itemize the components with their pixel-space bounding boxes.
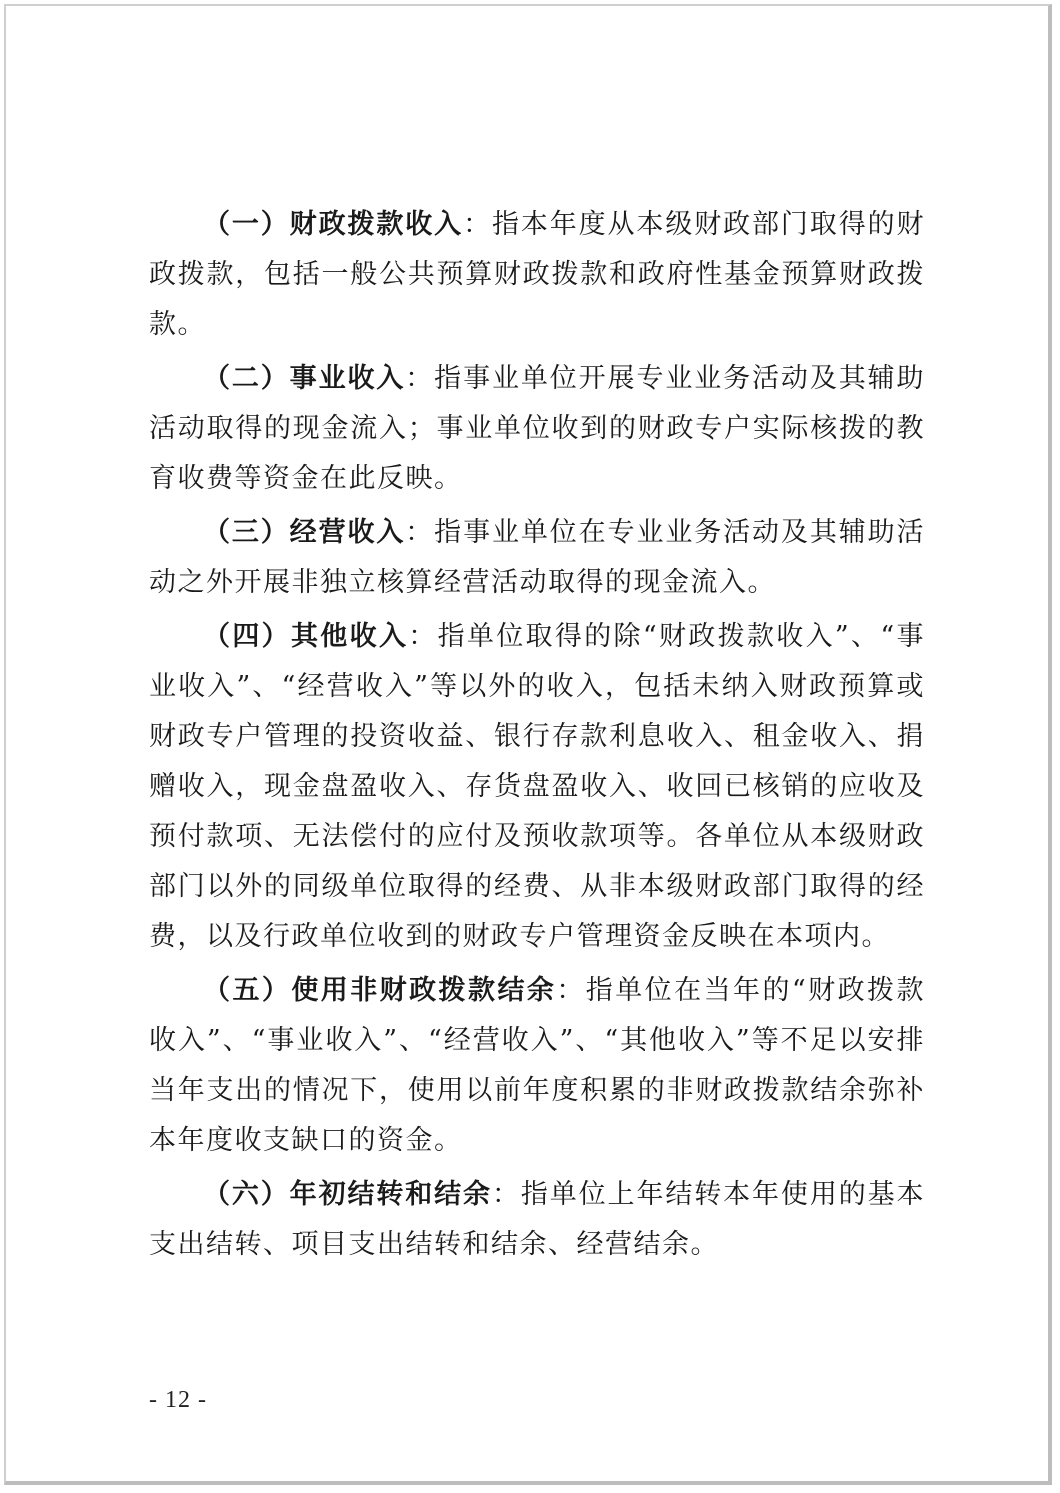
paragraph-operating-income <box>149 508 925 608</box>
document-page <box>4 4 1052 1485</box>
paragraph-heading: （三）经营收入 <box>203 517 406 548</box>
paragraph-heading: （四）其他收入 <box>203 621 409 652</box>
paragraph-text: ：指本年度从本级财政部门取得的财政拨款，包括一般公共预算财政拨款和政府性基金预算财政拨款。 <box>149 209 925 340</box>
document-body <box>149 200 925 1270</box>
paragraph-beginning-carryover <box>149 1170 925 1270</box>
paragraph-non-fiscal-surplus-use <box>149 966 925 1166</box>
paragraph-fiscal-appropriation-income <box>149 200 925 350</box>
paragraph-text: ：指事业单位开展专业业务活动及其辅助活动取得的现金流入；事业单位收到的财政专户实际核拨的教育收费等资金在此反映。 <box>149 363 926 494</box>
paragraph-heading: （一）财政拨款收入 <box>203 209 464 240</box>
page-number: - 12 - <box>149 1387 207 1413</box>
paragraph-other-income <box>149 612 925 962</box>
paragraph-text: ：指单位上年结转本年使用的基本支出结转、项目支出结转和结余、经营结余。 <box>149 1179 926 1260</box>
paragraph-text: ：指单位在当年的“财政拨款收入”、“事业收入”、“经营收入”、“其他收入”等不足以安排当年支出的情况下，使用以前年度积累的非财政拨款结余弥补本年度收支缺口的资金。 <box>149 975 925 1156</box>
paragraph-heading: （五）使用非财政拨款结余 <box>203 975 557 1006</box>
paragraph-text: ：指事业单位在专业业务活动及其辅助活动之外开展非独立核算经营活动取得的现金流入。 <box>149 517 926 598</box>
paragraph-heading: （六）年初结转和结余 <box>203 1179 492 1210</box>
paragraph-text: ：指单位取得的除“财政拨款收入”、“事业收入”、“经营收入”等以外的收入，包括未纳入财政预算或财政专户管理的投资收益、银行存款利息收入、租金收入、捐赠收入，现金盘盈收入、存货盘盈收入、收回已核销的应收及预付款项、无法偿付的应付及预收款项等。各单位从本级财政部门以外的同级单位取得的经费、从非本级财政部门取得的经费，以及行政单位收到的财政专户管理资金反映在本项内。 <box>149 621 925 952</box>
paragraph-heading: （二）事业收入 <box>203 363 406 394</box>
paragraph-undertaking-income <box>149 354 925 504</box>
